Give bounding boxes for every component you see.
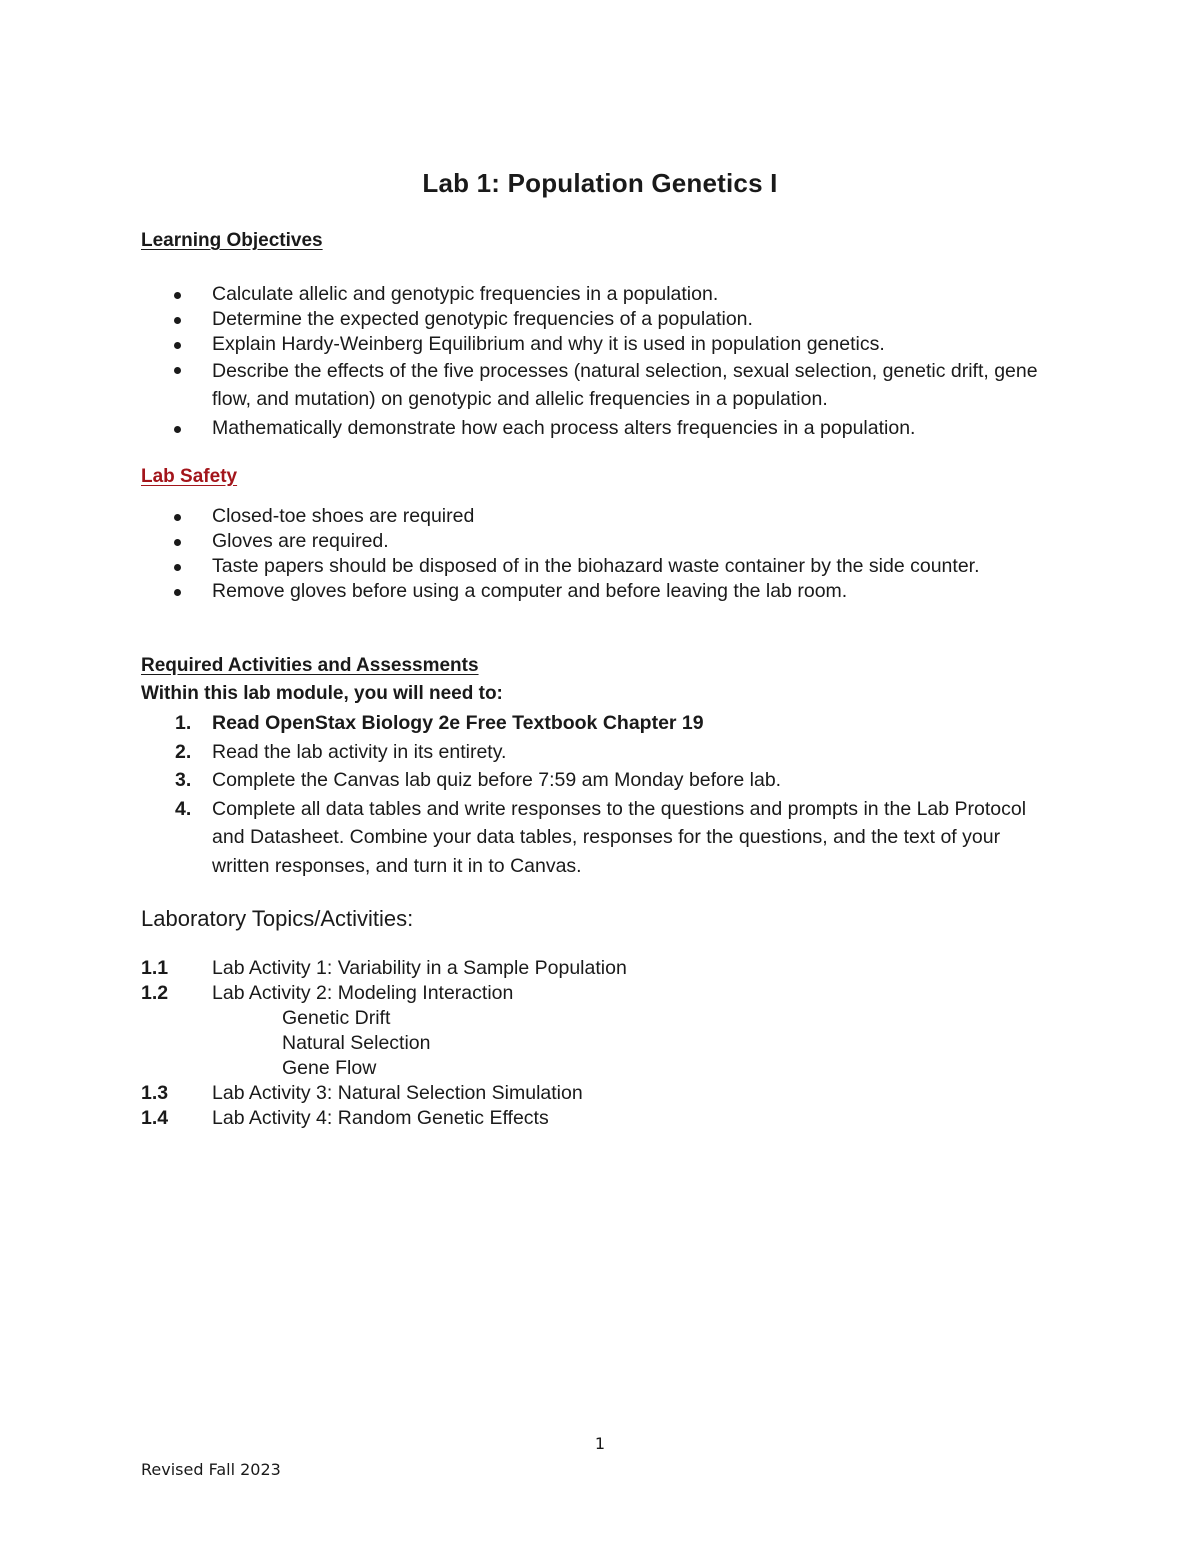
list-item: Describe the effects of the five processes (natural selection, sexual selection, genetic drift, gene flow, and mutation) on genotypic and allelic frequencies in a population. xyxy=(141,357,1061,413)
page-number: 1 xyxy=(594,1434,606,1453)
list-item: 3. Complete the Canvas lab quiz before 7:59 am Monday before lab. xyxy=(175,769,782,791)
bullet-icon xyxy=(174,539,181,546)
required-activities-heading: Required Activities and Assessments xyxy=(141,655,479,676)
footer-revision: Revised Fall 2023 xyxy=(141,1460,281,1479)
bullet-icon xyxy=(174,589,181,596)
sub-topic-item: Natural Selection xyxy=(282,1032,431,1054)
list-item: 2. Read the lab activity in its entirety. xyxy=(175,740,507,763)
topic-item: 1.3 Lab Activity 3: Natural Selection Simulation xyxy=(141,1082,583,1104)
bullet-icon xyxy=(174,367,181,374)
page-title: Lab 1: Population Genetics I xyxy=(422,168,778,198)
list-item: Gloves are required. xyxy=(141,529,1061,554)
list-item: 1. Read OpenStax Biology 2e Free Textbook Chapter 19 xyxy=(175,712,704,734)
bullet-icon xyxy=(174,342,181,349)
bullet-icon xyxy=(174,564,181,571)
list-item: Determine the expected genotypic frequencies of a population. xyxy=(141,307,1061,332)
learning-objectives-list xyxy=(141,282,1061,441)
list-item: Closed-toe shoes are required xyxy=(141,504,1061,529)
lab-safety-list xyxy=(141,504,1061,604)
topic-item: 1.4 Lab Activity 4: Random Genetic Effects xyxy=(141,1107,549,1129)
list-item: Remove gloves before using a computer and before leaving the lab room. xyxy=(141,579,1061,604)
bullet-icon xyxy=(174,514,181,521)
sub-topic-item: Genetic Drift xyxy=(282,1007,391,1029)
topic-item: 1.1 Lab Activity 1: Variability in a Sample Population xyxy=(141,957,627,979)
bullet-icon xyxy=(174,317,181,324)
learning-objectives-heading: Learning Objectives xyxy=(141,230,323,251)
list-item: 4. Complete all data tables and write responses to the questions and prompts in the Lab Protocol and Datasheet. Combine your data tables, responses for the questions, and the text of your written responses, and turn it in to Canvas. xyxy=(175,797,1027,877)
sub-topic-item: Gene Flow xyxy=(282,1057,377,1079)
lab-safety-heading: Lab Safety xyxy=(141,466,238,487)
list-item: Calculate allelic and genotypic frequencies in a population. xyxy=(141,282,1061,307)
list-item: Mathematically demonstrate how each process alters frequencies in a population. xyxy=(141,416,1061,441)
bullet-icon xyxy=(174,426,181,433)
list-item: Taste papers should be disposed of in the biohazard waste container by the side counter. xyxy=(141,554,1061,579)
required-intro: Within this lab module, you will need to: xyxy=(141,683,503,704)
list-item: Explain Hardy-Weinberg Equilibrium and why it is used in population genetics. xyxy=(141,332,1061,357)
topic-item: 1.2 Lab Activity 2: Modeling Interaction xyxy=(141,982,514,1004)
bullet-icon xyxy=(174,292,181,299)
topics-heading: Laboratory Topics/Activities: xyxy=(141,906,414,931)
required-activities-list xyxy=(141,709,1061,880)
